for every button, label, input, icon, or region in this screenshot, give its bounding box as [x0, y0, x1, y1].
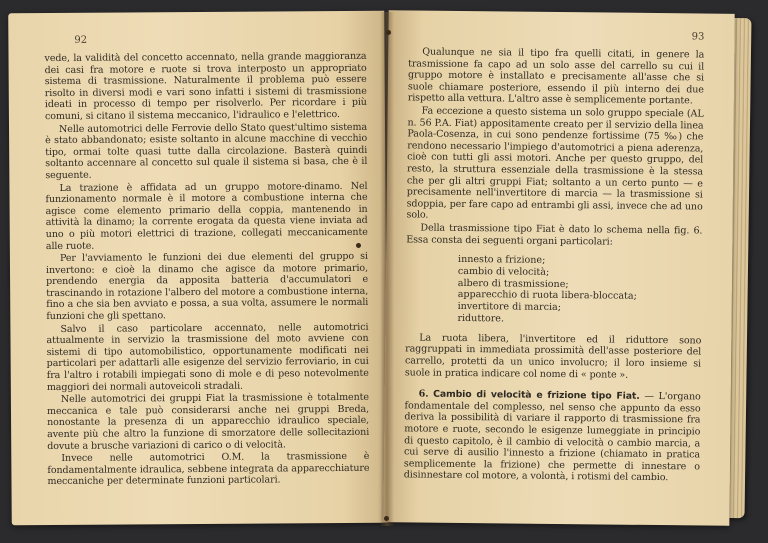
book-gutter — [380, 12, 394, 526]
section-number: 6. — [418, 388, 429, 400]
left-paragraph-7: Invece nelle automotrici O.M. la trasmissione è fondamentalmente idraulica, sebbene integrata da apparecchiature meccaniche per determinate funzioni particolari. — [47, 450, 370, 488]
list-item: invertitore di marcia; — [457, 301, 562, 314]
section-text: — L'organo fondamentale del complesso, nel senso che appunto da esso deriva la possibilità di variare il rapporto di trasmissione fra motore e ruote, secondo le esigenze lumeggiate in principio di questo capitolo, è il cambio di velocità o cambio marcia, a cui serve di ausilio l'innesto a frizione (chiamato in pratica semplicemente la frizione) che permette di innestare o disinnestare col motore, a volontà, i rotismi del cambio. — [403, 391, 701, 484]
left-page-number: 92 — [74, 34, 88, 46]
section-heading: Cambio di velocità e frizione tipo Fiat. — [433, 388, 640, 403]
list-item: albero di trasmissione; — [457, 277, 569, 290]
left-paragraph-5: Salvo il caso particolare accennato, nelle automotrici attualmente in servizio la trasmissione del moto avviene con sistemi di tipo automobilistico, opportunamente modificati nei particolari per adattarli alle esigenze del servizio ferroviario, in cui fra l'altro i rotabili impiegati sono di mole e di peso notevolmente maggiori dei normali autoveicoli stradali. — [46, 321, 369, 393]
section-6 — [404, 389, 701, 485]
list-item: apparecchio di ruota libera-bloccata; — [457, 289, 637, 303]
binding-hole — [384, 516, 389, 521]
right-paragraph-after-list: La ruota libera, l'invertitore ed il riduttore sono raggruppati in immediata prossimità dell'asse posteriore del carrello, protetti da un unico involucro; il loro insieme si suole in pratica indicare col nome di « ponte ». — [404, 332, 702, 381]
binding-hole — [386, 30, 391, 35]
left-paragraph-6: Nelle automotrici dei gruppi Fiat la trasmissione è totalmente meccanica e tale può considerarsi anche nei gruppi Breda, nonostante la presenza di un apparecchio idraulico speciale, avente più che altro la funzione di smorzatore delle sollecitazioni dovute a brusche variazioni di carico o di velocità. — [46, 392, 370, 452]
right-page — [383, 10, 734, 526]
right-page-number: 93 — [691, 31, 705, 43]
left-paragraph-2: Nelle automotrici delle Ferrovie dello Stato quest'ultimo sistema è stato abbandonato; esiste soltanto in alcune macchine di vecchio tipo, ormai tolte quasi tutte dalla circolazione. Basterà quindi soltanto accennare al concetto sul quale il sistema si basa, che è il seguente. — [45, 121, 368, 182]
list-item: riduttore. — [457, 313, 505, 325]
binding-hole — [356, 243, 361, 248]
left-paragraph-3: La trazione è affidata ad un gruppo motore-dinamo. Nel funzionamento normale è il motore a combustione interna che agisce come elemento primario della coppia, mantenendo in attività la dinamo; la corrente erogata da questa viene inviata ad uno o più motori elettrici di trazione, collegati meccanicamente alle ruote. — [45, 180, 368, 252]
list-item: cambio di velocità; — [457, 265, 550, 278]
components-list — [457, 254, 702, 327]
list-item: innesto a frizione; — [458, 254, 546, 266]
right-paragraph-2: Fa eccezione a questo sistema un solo gruppo speciale (AL n. 56 P.A. Fiat) appositamente creato per il servizio della linea Paola-Cosenza, in cui sono pendenze fortissime (75 ‰) che rendono necessario l'impiego d'automotrici a piena aderenza, cioè con tutti gli assi motori. Anche per questo gruppo, del resto, la struttura essenziale della trasmissione è la stessa che per gli altri gruppi Fiat; soltanto a un certo punto — e precisamente nell'invertitore di marcia — la trasmissione si sdoppia, per fare capo ad entrambi gli assi, invece che ad uno solo. — [406, 105, 704, 221]
left-page — [8, 11, 388, 526]
right-paragraph-3: Della trasmissione tipo Fiat è dato lo schema nella fig. 6. Essa consta dei seguenti organi particolari: — [406, 222, 703, 248]
right-paragraph-1: Qualunque ne sia il tipo fra quelli citati, in genere la trasmissione fa capo ad un solo asse del carrello su cui il gruppo motore è installato e precisamente all'asse che si suole chiamare posteriore, essendo il più interno dei due rispetto alla vettura. L'altro asse è semplicemente portante. — [407, 46, 705, 107]
left-paragraph-4: Per l'avviamento le funzioni dei due elementi del gruppo si invertono: e cioè la dinamo che agisce da motore primario, prendendo energia da apposita batteria d'accumulatori e trascinando in rotazione l'albero del motore a combustione interna, fino a che sia ben avviato e possa, a sua volta, assumere le normali funzioni che gli spettano. — [45, 250, 369, 323]
left-paragraph-1: vede, la validità del concetto accennato, nella grande maggioranza dei casi fra motore e ruote si trova interposto un appropriato sistema di trasmissione. Naturalmente il problema può essere risolto in diversi modi e vari sono infatti i sistemi di trasmissione ideati in processo di tempo per risolverlo. Per ricordare i più comuni, si citano il sistema meccanico, l'idraulico e l'elettrico. — [44, 50, 367, 123]
